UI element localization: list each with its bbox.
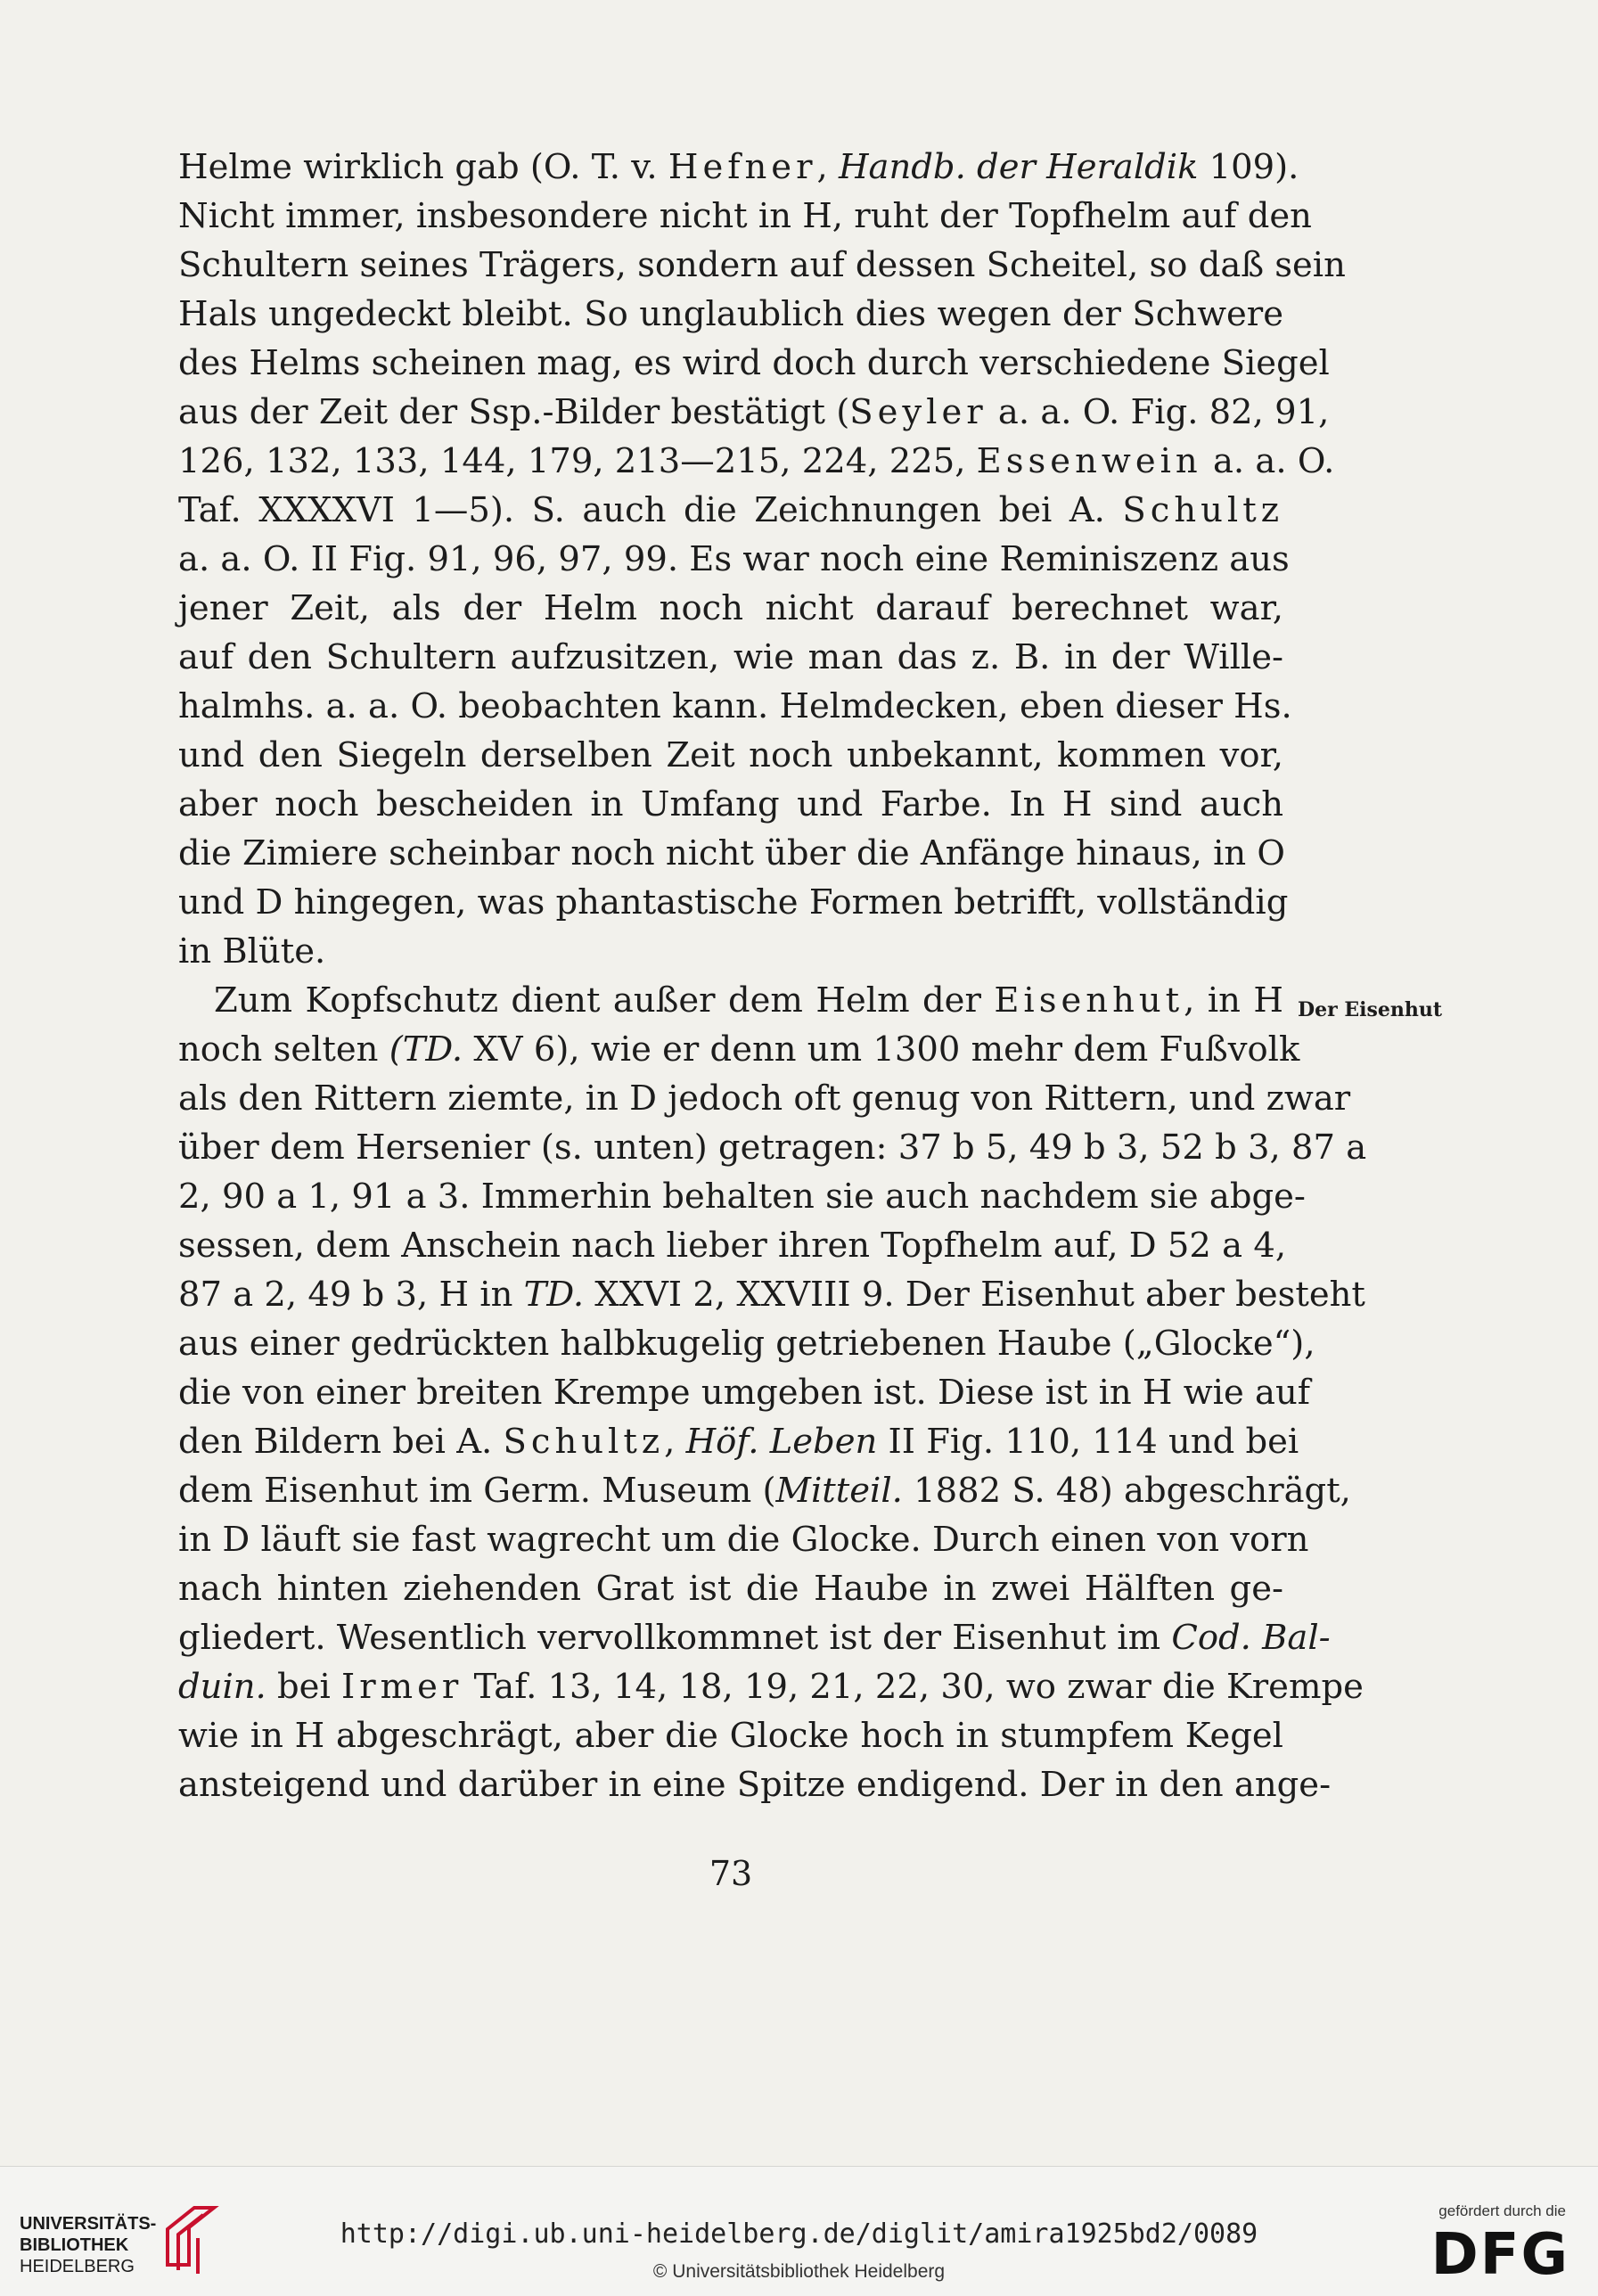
text-segment: 2, 90 a 1, 91 a 3. Immerhin behalten sie auch nachdem sie abge-	[178, 1177, 1306, 1217]
text-line	[178, 682, 1292, 731]
text-segment: Seyler	[849, 392, 987, 432]
text-segment: Hals ungedeckt bleibt. So unglaublich dies wegen der Schwere	[178, 294, 1283, 334]
text-line	[178, 535, 1290, 584]
text-segment: Höf. Leben	[685, 1422, 878, 1462]
text-line	[178, 584, 1283, 633]
copyright-notice: © Universitätsbibliothek Heidelberg	[652, 2261, 946, 2282]
text-segment: duin.	[178, 1667, 266, 1707]
text-segment: über dem Hersenier (s. unten) getragen: 37 b 5, 49 b 3, 52 b 3, 87 a	[178, 1128, 1367, 1168]
text-line	[178, 780, 1283, 829]
text-segment: aber noch bescheiden in Umfang und Farbe. In H sind auch	[178, 784, 1283, 824]
text-line	[178, 1074, 1351, 1123]
text-segment: in Blüte.	[178, 931, 326, 972]
text-line	[178, 829, 1283, 878]
text-segment: den Bildern bei A.	[178, 1422, 504, 1462]
text-segment: Zum Kopfschutz dient außer dem Helm der	[214, 980, 995, 1021]
text-segment: die Zimiere scheinbar noch nicht über die Anfänge hinaus, in O	[178, 833, 1285, 873]
text-segment: aus einer gedrückten halbkugelig getriebenen Haube („Glocke“),	[178, 1324, 1315, 1364]
text-segment: wie in H abgeschrägt, aber die Glocke hoch in stumpfem Kegel	[178, 1716, 1283, 1756]
text-line	[178, 1662, 1364, 1711]
text-segment: Hefner	[668, 147, 817, 187]
text-line	[178, 1270, 1365, 1319]
text-segment: nach hinten ziehenden Grat ist die Haube in zwei Hälften ge-	[178, 1569, 1283, 1609]
text-segment: Schultern seines Trägers, sondern auf dessen Scheitel, so daß sein	[178, 245, 1346, 285]
text-segment: Schultz	[1122, 490, 1283, 530]
text-segment: ,	[816, 147, 839, 187]
text-segment: Irmer	[341, 1667, 463, 1707]
text-segment: 87 a 2, 49 b 3, H in	[178, 1275, 524, 1315]
text-segment: halmhs. a. a. O. beobachten kann. Helmdecken, eben dieser Hs.	[178, 686, 1292, 726]
text-line	[178, 339, 1330, 388]
text-segment: a. a. O. II Fig. 91, 96, 97, 99. Es war noch eine Reminiszenz aus	[178, 539, 1290, 579]
text-segment: Nicht immer, insbesondere nicht in H, ruht der Topfhelm auf den	[178, 196, 1312, 236]
text-line	[178, 1319, 1315, 1368]
text-segment: Handb. der Heraldik	[838, 147, 1199, 187]
text-segment: des Helms scheinen mag, es wird doch durch verschiedene Siegel	[178, 343, 1330, 383]
text-line	[178, 1172, 1306, 1221]
text-segment: Taf. XXXXVI 1—5). S. auch die Zeichnungen bei A.	[178, 490, 1123, 530]
text-segment: II Fig. 110, 114 und bei	[877, 1422, 1299, 1462]
text-segment: Taf. 13, 14, 18, 19, 21, 22, 30, wo zwar die Krempe	[463, 1667, 1364, 1707]
dfg-logo[interactable]: DFG	[1430, 2222, 1569, 2288]
text-segment: Schultz	[503, 1422, 665, 1462]
text-segment: sessen, dem Anschein nach lieber ihren Topfhelm auf, D 52 a 4,	[178, 1226, 1287, 1266]
text-segment: in D läuft sie fast wagrecht um die Glocke. Durch einen von vorn	[178, 1520, 1309, 1560]
text-line	[178, 1466, 1351, 1515]
text-segment: bei	[266, 1667, 342, 1707]
funding-caption: gefördert durch die	[1438, 2202, 1566, 2219]
text-segment: a. a. O.	[1201, 441, 1335, 481]
text-line	[178, 1025, 1300, 1074]
text-segment: XXVI 2, XXVIII 9. Der Eisenhut aber besteht	[584, 1275, 1365, 1315]
text-segment: aus der Zeit der Ssp.-Bilder bestätigt (	[178, 392, 850, 432]
text-segment: gliedert. Wesentlich vervollkommnet ist der Eisenhut im	[178, 1618, 1172, 1658]
text-segment: jener Zeit, als der Helm noch nicht darauf berechnet war,	[178, 588, 1283, 628]
page-number: 73	[709, 1854, 753, 1893]
text-line	[178, 878, 1289, 927]
text-segment: Mitteil.	[775, 1471, 903, 1511]
permalink-url[interactable]: http://digi.ub.uni-heidelberg.de/diglit/amira1925bd2/0089	[340, 2218, 1258, 2250]
library-name-line3: HEIDELBERG	[20, 2257, 135, 2276]
text-line	[178, 486, 1283, 535]
text-segment: 126, 132, 133, 144, 179, 213—215, 224, 225,	[178, 441, 977, 481]
text-segment: Cod. Bal-	[1171, 1618, 1331, 1658]
text-segment: Helme wirklich gab (O. T. v.	[178, 147, 668, 187]
text-line	[178, 1368, 1311, 1417]
library-name-line1: UNIVERSITÄTS-	[20, 2214, 157, 2234]
text-segment: ,	[664, 1422, 686, 1462]
text-segment: dem Eisenhut im Germ. Museum (	[178, 1471, 776, 1511]
text-segment: 1882 S. 48) abgeschrägt,	[902, 1471, 1351, 1511]
text-line	[178, 290, 1283, 339]
text-line	[178, 1564, 1283, 1613]
marginal-note: Der Eisenhut	[1298, 998, 1442, 1021]
text-segment: (TD.	[389, 1029, 463, 1070]
text-segment: die von einer breiten Krempe umgeben ist. Diese ist in H wie auf	[178, 1373, 1311, 1413]
text-segment: Eisenhut	[994, 980, 1184, 1021]
text-segment: XV 6), wie er denn um 1300 mehr dem Fußvolk	[463, 1029, 1300, 1070]
text-line	[178, 192, 1312, 241]
text-segment: TD.	[523, 1275, 585, 1315]
text-segment: ansteigend und darüber in eine Spitze endigend. Der in den ange-	[178, 1765, 1332, 1805]
text-segment: und D hingegen, was phantastische Formen betrifft, vollständig	[178, 882, 1289, 922]
text-line	[178, 1711, 1283, 1760]
text-line	[178, 1760, 1332, 1809]
footer-bar	[0, 2166, 1598, 2296]
text-segment: und den Siegeln derselben Zeit noch unbekannt, kommen vor,	[178, 735, 1283, 775]
text-segment: als den Rittern ziemte, in D jedoch oft genug von Rittern, und zwar	[178, 1078, 1351, 1119]
text-line	[178, 388, 1330, 437]
text-line	[178, 1613, 1331, 1662]
text-segment: a. a. O. Fig. 82, 91,	[987, 392, 1330, 432]
text-segment: , in H	[1184, 980, 1283, 1021]
text-segment: noch selten	[178, 1029, 389, 1070]
text-line	[178, 1515, 1309, 1564]
text-line	[178, 143, 1299, 192]
library-name-line2: BIBLIOTHEK	[20, 2235, 129, 2255]
text-line	[178, 633, 1283, 682]
text-segment: Essenwein	[976, 441, 1202, 481]
text-segment: 109).	[1198, 147, 1299, 187]
text-line	[178, 437, 1335, 486]
text-line	[178, 731, 1283, 780]
text-line	[214, 976, 1283, 1025]
text-segment: auf den Schultern aufzusitzen, wie man das z. B. in der Wille-	[178, 637, 1283, 677]
text-line	[178, 927, 1283, 976]
text-line	[178, 1417, 1299, 1466]
text-line	[178, 241, 1346, 290]
text-line	[178, 1221, 1287, 1270]
text-line	[178, 1123, 1367, 1172]
